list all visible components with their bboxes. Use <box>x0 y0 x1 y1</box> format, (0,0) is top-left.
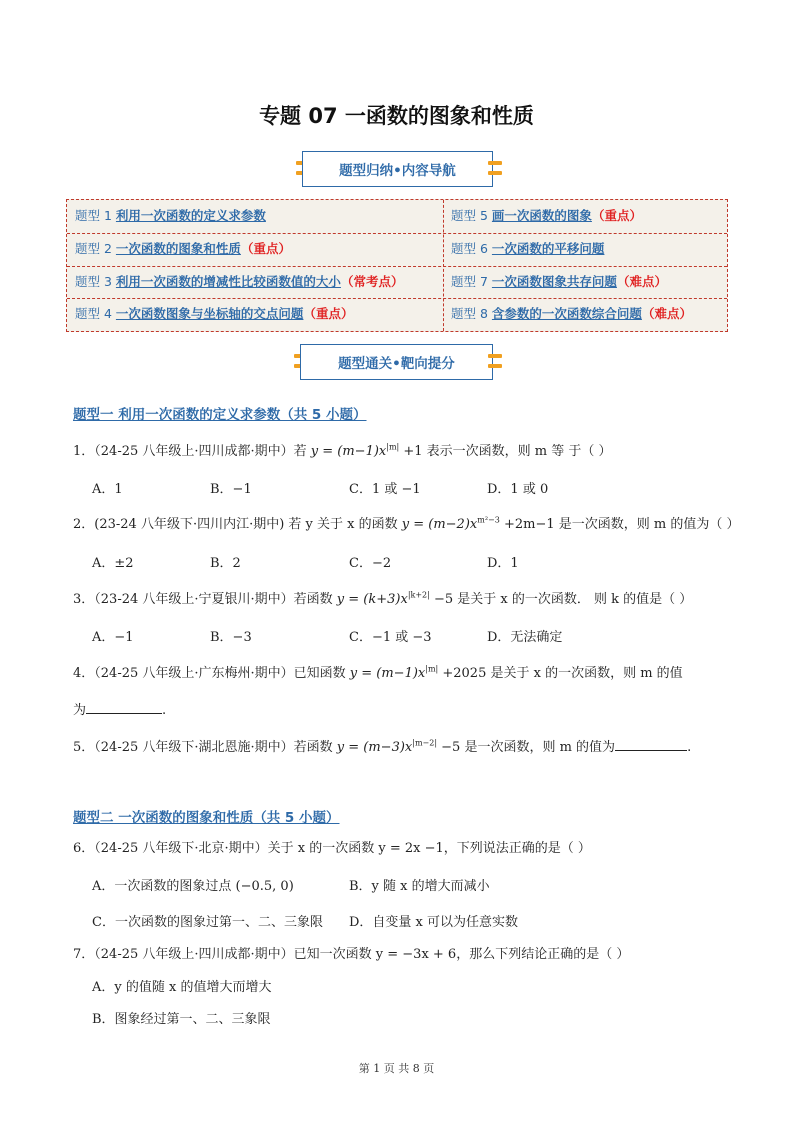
option-d: D．1 或 0 <box>487 482 549 497</box>
option-a: A．y 的值随 x 的值增大而增大 <box>92 980 272 995</box>
option-c: C．−2 <box>349 556 392 571</box>
option-d: D．1 <box>487 556 519 571</box>
nav-item-6[interactable]: 题型 6 一次函数的平移问题 <box>451 240 605 256</box>
option-b: B．y 随 x 的增大而减小 <box>349 879 490 894</box>
nav-item-8[interactable]: 题型 8 含参数的一次函数综合问题（难点） <box>451 306 692 322</box>
practice-banner <box>0 344 793 380</box>
table-row <box>67 200 727 234</box>
option-c: C．一次函数的图象过第一、二、三象限 <box>92 915 323 930</box>
topic-navigation-table <box>66 199 728 332</box>
question-7: 7．（24-25 八年级上·四川成都·期中）已知一次函数 y = −3x + 6，那么下列结论正确的是（ ） <box>73 947 630 962</box>
question-3: 3．（23-24 八年级上·宁夏银川·期中）若函数 $y = (k+3)x^{|k+2|} -5$ 是关于 x 的一次函数． 则 k 的值是（ ） <box>73 590 693 607</box>
option-b: B．−3 <box>210 630 252 645</box>
option-b: B．2 <box>210 556 241 571</box>
ornament-icon <box>488 364 502 368</box>
option-a: A．−1 <box>92 630 134 645</box>
banner-label: 题型归纳•内容导航 <box>302 151 493 187</box>
option-c: C．1 或 −1 <box>349 482 421 497</box>
table-row <box>67 233 727 267</box>
ornament-icon <box>488 171 502 175</box>
question-1: 1．（24-25 八年级上·四川成都·期中）若 $y = (m-1)x^{|m|} +1$ 表示一次函数，则 m 等 于（ ） <box>73 442 612 459</box>
question-2: 2．(23-24 八年级下·四川内江·期中) 若 y 关于 x 的函数 $y = (m-2)x^{m^2-3} +2m-1$ 是一次函数，则 m 的值为（ ） <box>73 515 740 532</box>
ornament-icon <box>488 354 502 358</box>
table-row <box>67 298 727 331</box>
option-c: C．−1 或 −3 <box>349 630 432 645</box>
option-d: D．无法确定 <box>487 630 563 645</box>
question-4: 4．（24-25 八年级上·广东梅州·期中）已知函数 $y = (m-1)x^{|m|} +2025$ 是关于 x 的一次函数，则 m 的值 <box>73 664 683 681</box>
ornament-icon <box>488 161 502 165</box>
answer-blank[interactable] <box>615 738 687 751</box>
option-b: B．图象经过第一、二、三象限 <box>92 1012 271 1027</box>
nav-banner <box>0 151 793 187</box>
answer-blank[interactable] <box>86 701 162 714</box>
banner-label: 题型通关•靶向提分 <box>300 344 493 380</box>
nav-item-2[interactable]: 题型 2 一次函数的图象和性质（重点） <box>75 240 291 256</box>
section-heading-2: 题型二 一次函数的图象和性质（共 5 小题） <box>73 810 340 826</box>
option-b: B．−1 <box>210 482 252 497</box>
nav-item-3[interactable]: 题型 3 利用一次函数的增减性比较函数值的大小（常考点） <box>75 273 404 289</box>
nav-item-5[interactable]: 题型 5 画一次函数的图象（重点） <box>451 208 642 223</box>
table-row <box>67 266 727 300</box>
question-4-line2: 为 . <box>73 703 167 718</box>
section-heading-1: 题型一 利用一次函数的定义求参数（共 5 小题） <box>73 407 367 423</box>
page-number: 第 1 页 共 8 页 <box>358 1062 435 1075</box>
option-d: D．自变量 x 可以为任意实数 <box>349 915 519 930</box>
page-title: 专题 07 一函数的图象和性质 <box>259 104 534 128</box>
question-6: 6．（24-25 八年级下·北京·期中）关于 x 的一次函数 y = 2x −1，下列说法正确的是（ ） <box>73 841 591 856</box>
nav-item-4[interactable]: 题型 4 一次函数图象与坐标轴的交点问题（重点） <box>75 306 354 322</box>
nav-item-1[interactable]: 题型 1 利用一次函数的定义求参数 <box>75 208 266 223</box>
question-5: 5．（24-25 八年级下·湖北恩施·期中）若函数 $y = (m-3)x^{|m-2|} -5$ 是一次函数，则 m 的值为 . <box>73 738 692 755</box>
option-a: A．±2 <box>92 556 134 571</box>
option-a: A．1 <box>92 482 123 497</box>
nav-item-7[interactable]: 题型 7 一次函数图象共存问题（难点） <box>451 273 667 289</box>
option-a: A．一次函数的图象过点 (−0.5, 0) <box>92 879 294 894</box>
